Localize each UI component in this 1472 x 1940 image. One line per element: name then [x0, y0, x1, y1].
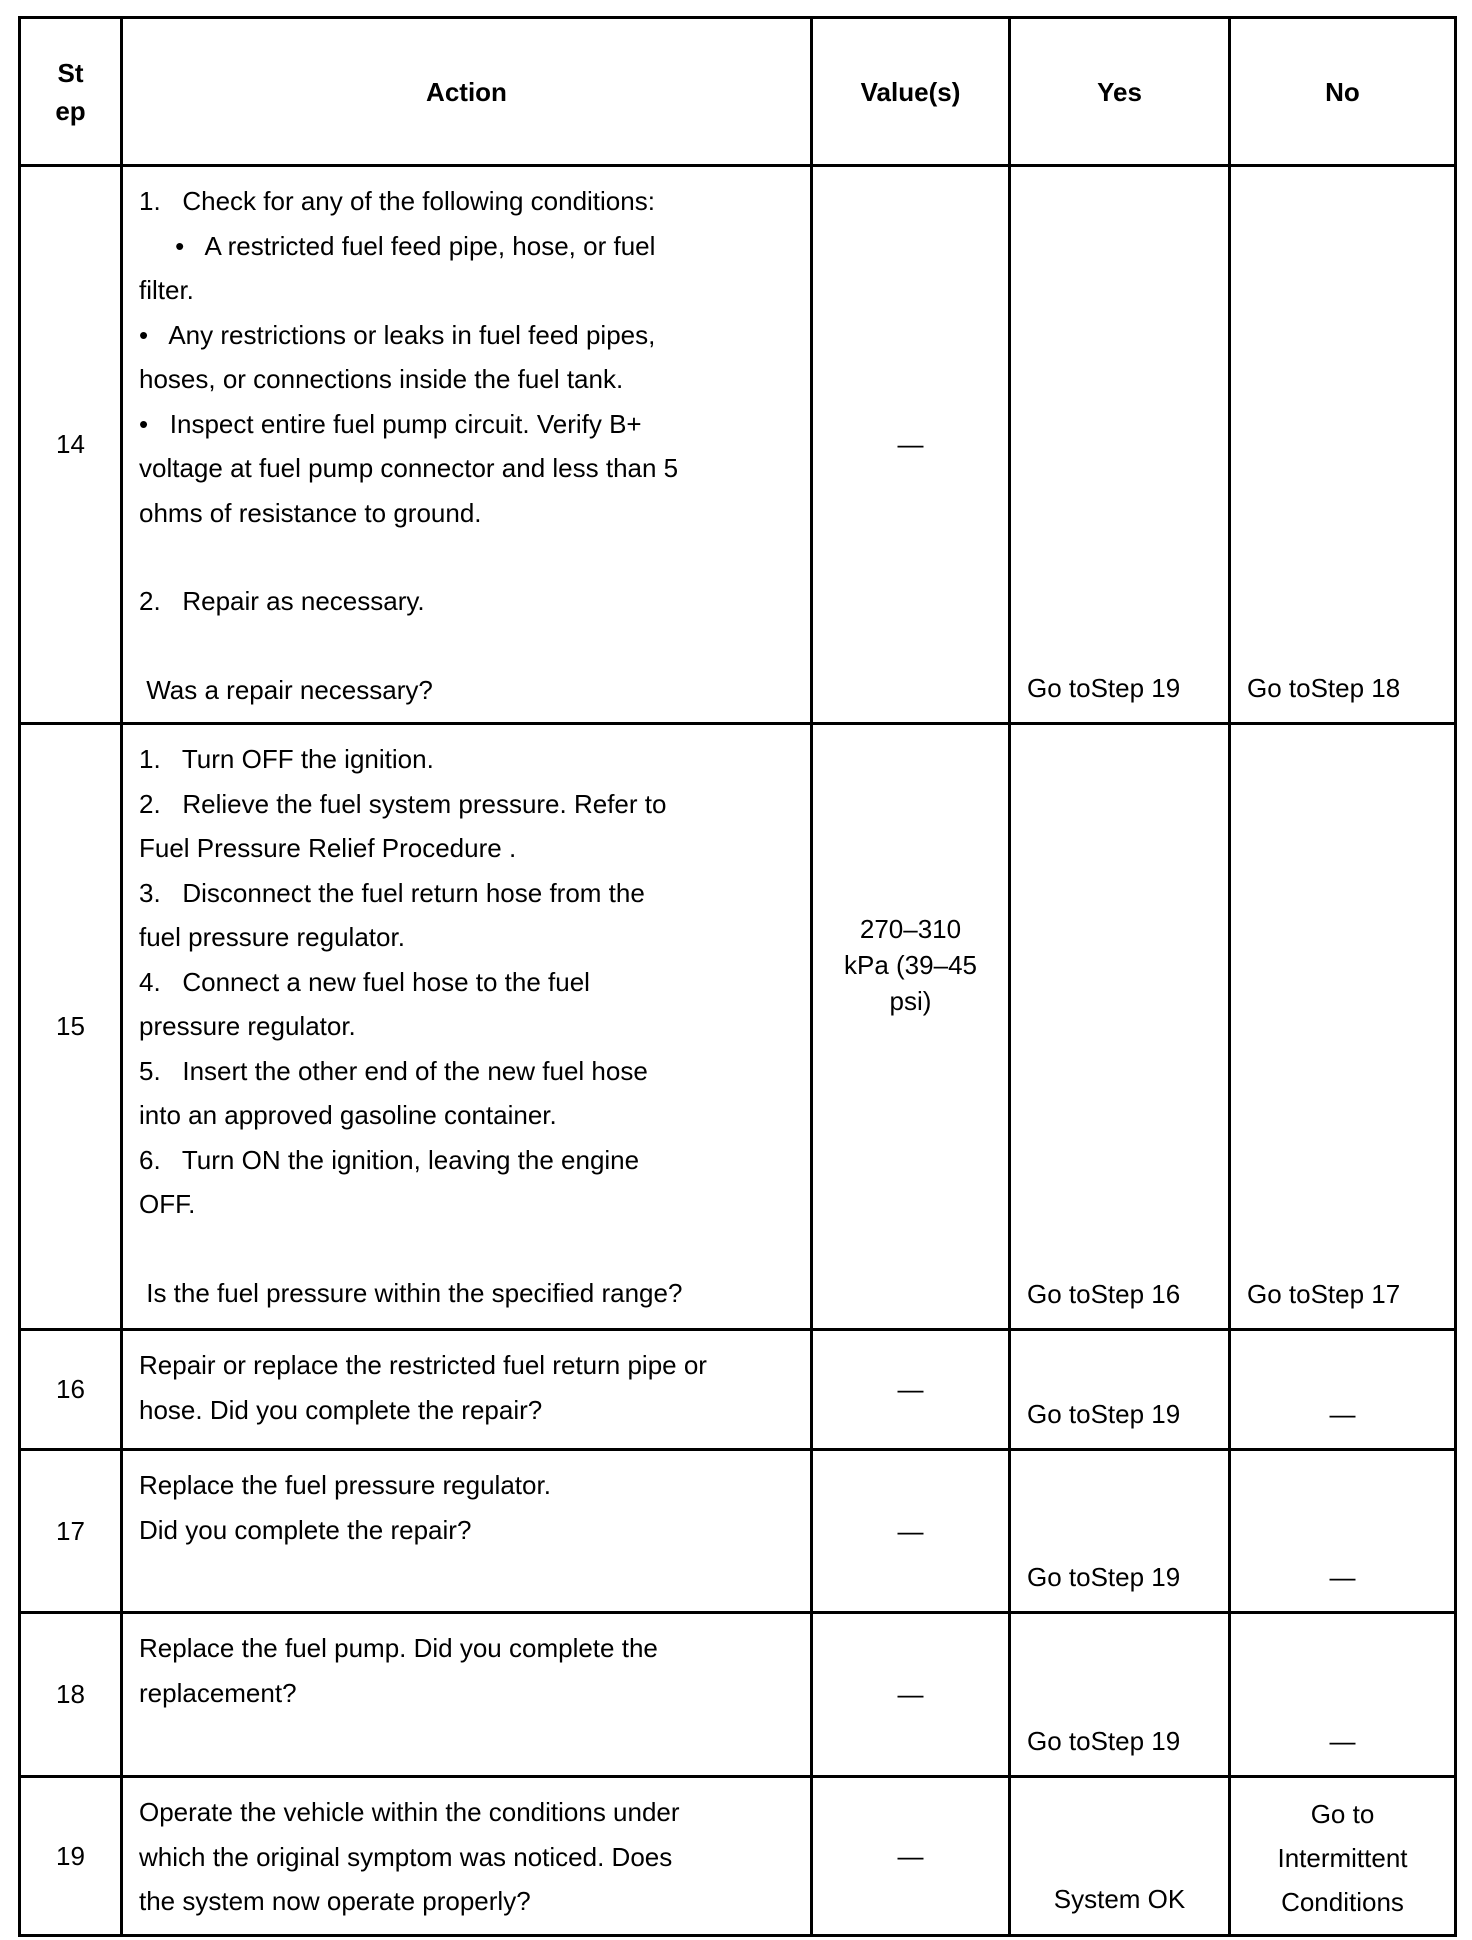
no-outcome-line: Intermittent — [1277, 1842, 1408, 1873]
no-outcome: — — [1329, 1561, 1356, 1592]
value-cell: — — [812, 1777, 1010, 1936]
action-line: replacement? — [139, 1677, 297, 1708]
yes-cell — [1010, 1777, 1230, 1936]
yes-cell — [1010, 1330, 1230, 1450]
action-cell — [122, 724, 812, 1330]
yes-outcome: Go toStep 19 — [1027, 1561, 1181, 1592]
action-line: Repair or replace the restricted fuel return pipe or — [139, 1350, 707, 1380]
action-cell — [122, 1450, 812, 1613]
yes-cell — [1010, 166, 1230, 724]
table-row — [20, 1613, 1456, 1777]
action-line: Fuel Pressure Relief Procedure . — [139, 833, 517, 863]
header-yes: Yes — [1010, 18, 1230, 166]
table-row — [20, 166, 1456, 724]
action-line: • A restricted fuel feed pipe, hose, or fuel — [139, 230, 656, 261]
action-line: 2. Repair as necessary. — [139, 586, 425, 616]
value-cell: — — [812, 166, 1010, 724]
action-cell — [122, 1330, 812, 1450]
no-outcome: Go toStep 18 — [1247, 672, 1401, 703]
yes-cell — [1010, 1613, 1230, 1777]
action-line: 3. Disconnect the fuel return hose from the — [139, 877, 645, 908]
no-outcome — [1231, 1792, 1454, 1924]
yes-cell — [1010, 724, 1230, 1330]
action-line — [139, 535, 794, 579]
action-line: Replace the fuel pump. Did you complete the — [139, 1633, 658, 1663]
action-line: voltage at fuel pump connector and less than 5 — [139, 453, 679, 483]
value-cell: — — [812, 1330, 1010, 1450]
table-row — [20, 1777, 1456, 1936]
header-step — [20, 18, 122, 166]
no-outcome-line: Go to — [1310, 1798, 1375, 1829]
action-line: 4. Connect a new fuel hose to the fuel — [139, 966, 590, 997]
header-step-line-2: ep — [55, 95, 86, 126]
header-step-line-1: St — [57, 57, 84, 88]
step-number: 19 — [20, 1777, 122, 1936]
action-line: 1. Check for any of the following conditions: — [139, 186, 655, 216]
action-line — [139, 624, 794, 668]
no-cell — [1230, 166, 1456, 724]
table-row — [20, 1330, 1456, 1450]
table-row — [20, 724, 1456, 1330]
header-action: Action — [122, 18, 812, 166]
no-outcome: Go toStep 17 — [1247, 1278, 1401, 1309]
action-line: Is the fuel pressure within the specified range? — [139, 1277, 683, 1308]
action-line: ohms of resistance to ground. — [139, 497, 482, 528]
action-line: into an approved gasoline container. — [139, 1100, 557, 1130]
action-line: fuel pressure regulator. — [139, 922, 405, 952]
no-outcome: — — [1329, 1398, 1356, 1429]
action-line: 6. Turn ON the ignition, leaving the engine — [139, 1144, 640, 1175]
yes-cell — [1010, 1450, 1230, 1613]
yes-outcome: Go toStep 16 — [1027, 1278, 1181, 1309]
action-cell — [122, 166, 812, 724]
step-number: 16 — [20, 1330, 122, 1450]
action-line: 2. Relieve the fuel system pressure. Refer to — [139, 788, 667, 819]
table-row — [20, 1450, 1456, 1613]
value-line: psi) — [889, 986, 932, 1016]
action-line: pressure regulator. — [139, 1011, 356, 1041]
action-line: Operate the vehicle within the conditions under — [139, 1797, 680, 1827]
yes-outcome: System OK — [1053, 1884, 1186, 1914]
value-line: 270–310 — [859, 914, 962, 944]
action-line: which the original symptom was noticed. Does — [139, 1841, 673, 1872]
action-line: hose. Did you complete the repair? — [139, 1394, 543, 1425]
value-cell — [812, 724, 1010, 1330]
action-line: 1. Turn OFF the ignition. — [139, 744, 434, 774]
step-number: 14 — [20, 166, 122, 724]
action-line — [139, 1227, 794, 1271]
action-line: Was a repair necessary? — [139, 674, 433, 705]
action-line: • Any restrictions or leaks in fuel feed pipes, — [139, 319, 656, 350]
action-line: filter. — [139, 275, 194, 305]
yes-outcome: Go toStep 19 — [1027, 1398, 1181, 1429]
action-line: hoses, or connections inside the fuel tank. — [139, 364, 624, 394]
no-cell — [1230, 1330, 1456, 1450]
action-line: Did you complete the repair? — [139, 1514, 472, 1545]
no-cell — [1230, 1777, 1456, 1936]
header-no: No — [1230, 18, 1456, 166]
diagnostic-table — [18, 16, 1457, 1937]
value-line: kPa (39–45 — [844, 950, 977, 980]
step-number: 17 — [20, 1450, 122, 1613]
action-cell — [122, 1613, 812, 1777]
no-outcome-line: Conditions — [1281, 1886, 1404, 1917]
no-cell — [1230, 1450, 1456, 1613]
action-line: Replace the fuel pressure regulator. — [139, 1470, 551, 1500]
action-line: OFF. — [139, 1189, 196, 1219]
action-cell — [122, 1777, 812, 1936]
action-line: the system now operate properly? — [139, 1886, 531, 1916]
header-row — [20, 18, 1456, 166]
step-number: 15 — [20, 724, 122, 1330]
header-values: Value(s) — [812, 18, 1010, 166]
no-outcome: — — [1329, 1725, 1356, 1756]
action-line: • Inspect entire fuel pump circuit. Verify B+ — [139, 408, 642, 439]
value-cell: — — [812, 1450, 1010, 1613]
value-cell: — — [812, 1613, 1010, 1777]
action-line: 5. Insert the other end of the new fuel hose — [139, 1055, 648, 1086]
no-cell — [1230, 724, 1456, 1330]
yes-outcome: Go toStep 19 — [1027, 1725, 1181, 1756]
no-cell — [1230, 1613, 1456, 1777]
yes-outcome: Go toStep 19 — [1027, 672, 1181, 703]
step-number: 18 — [20, 1613, 122, 1777]
